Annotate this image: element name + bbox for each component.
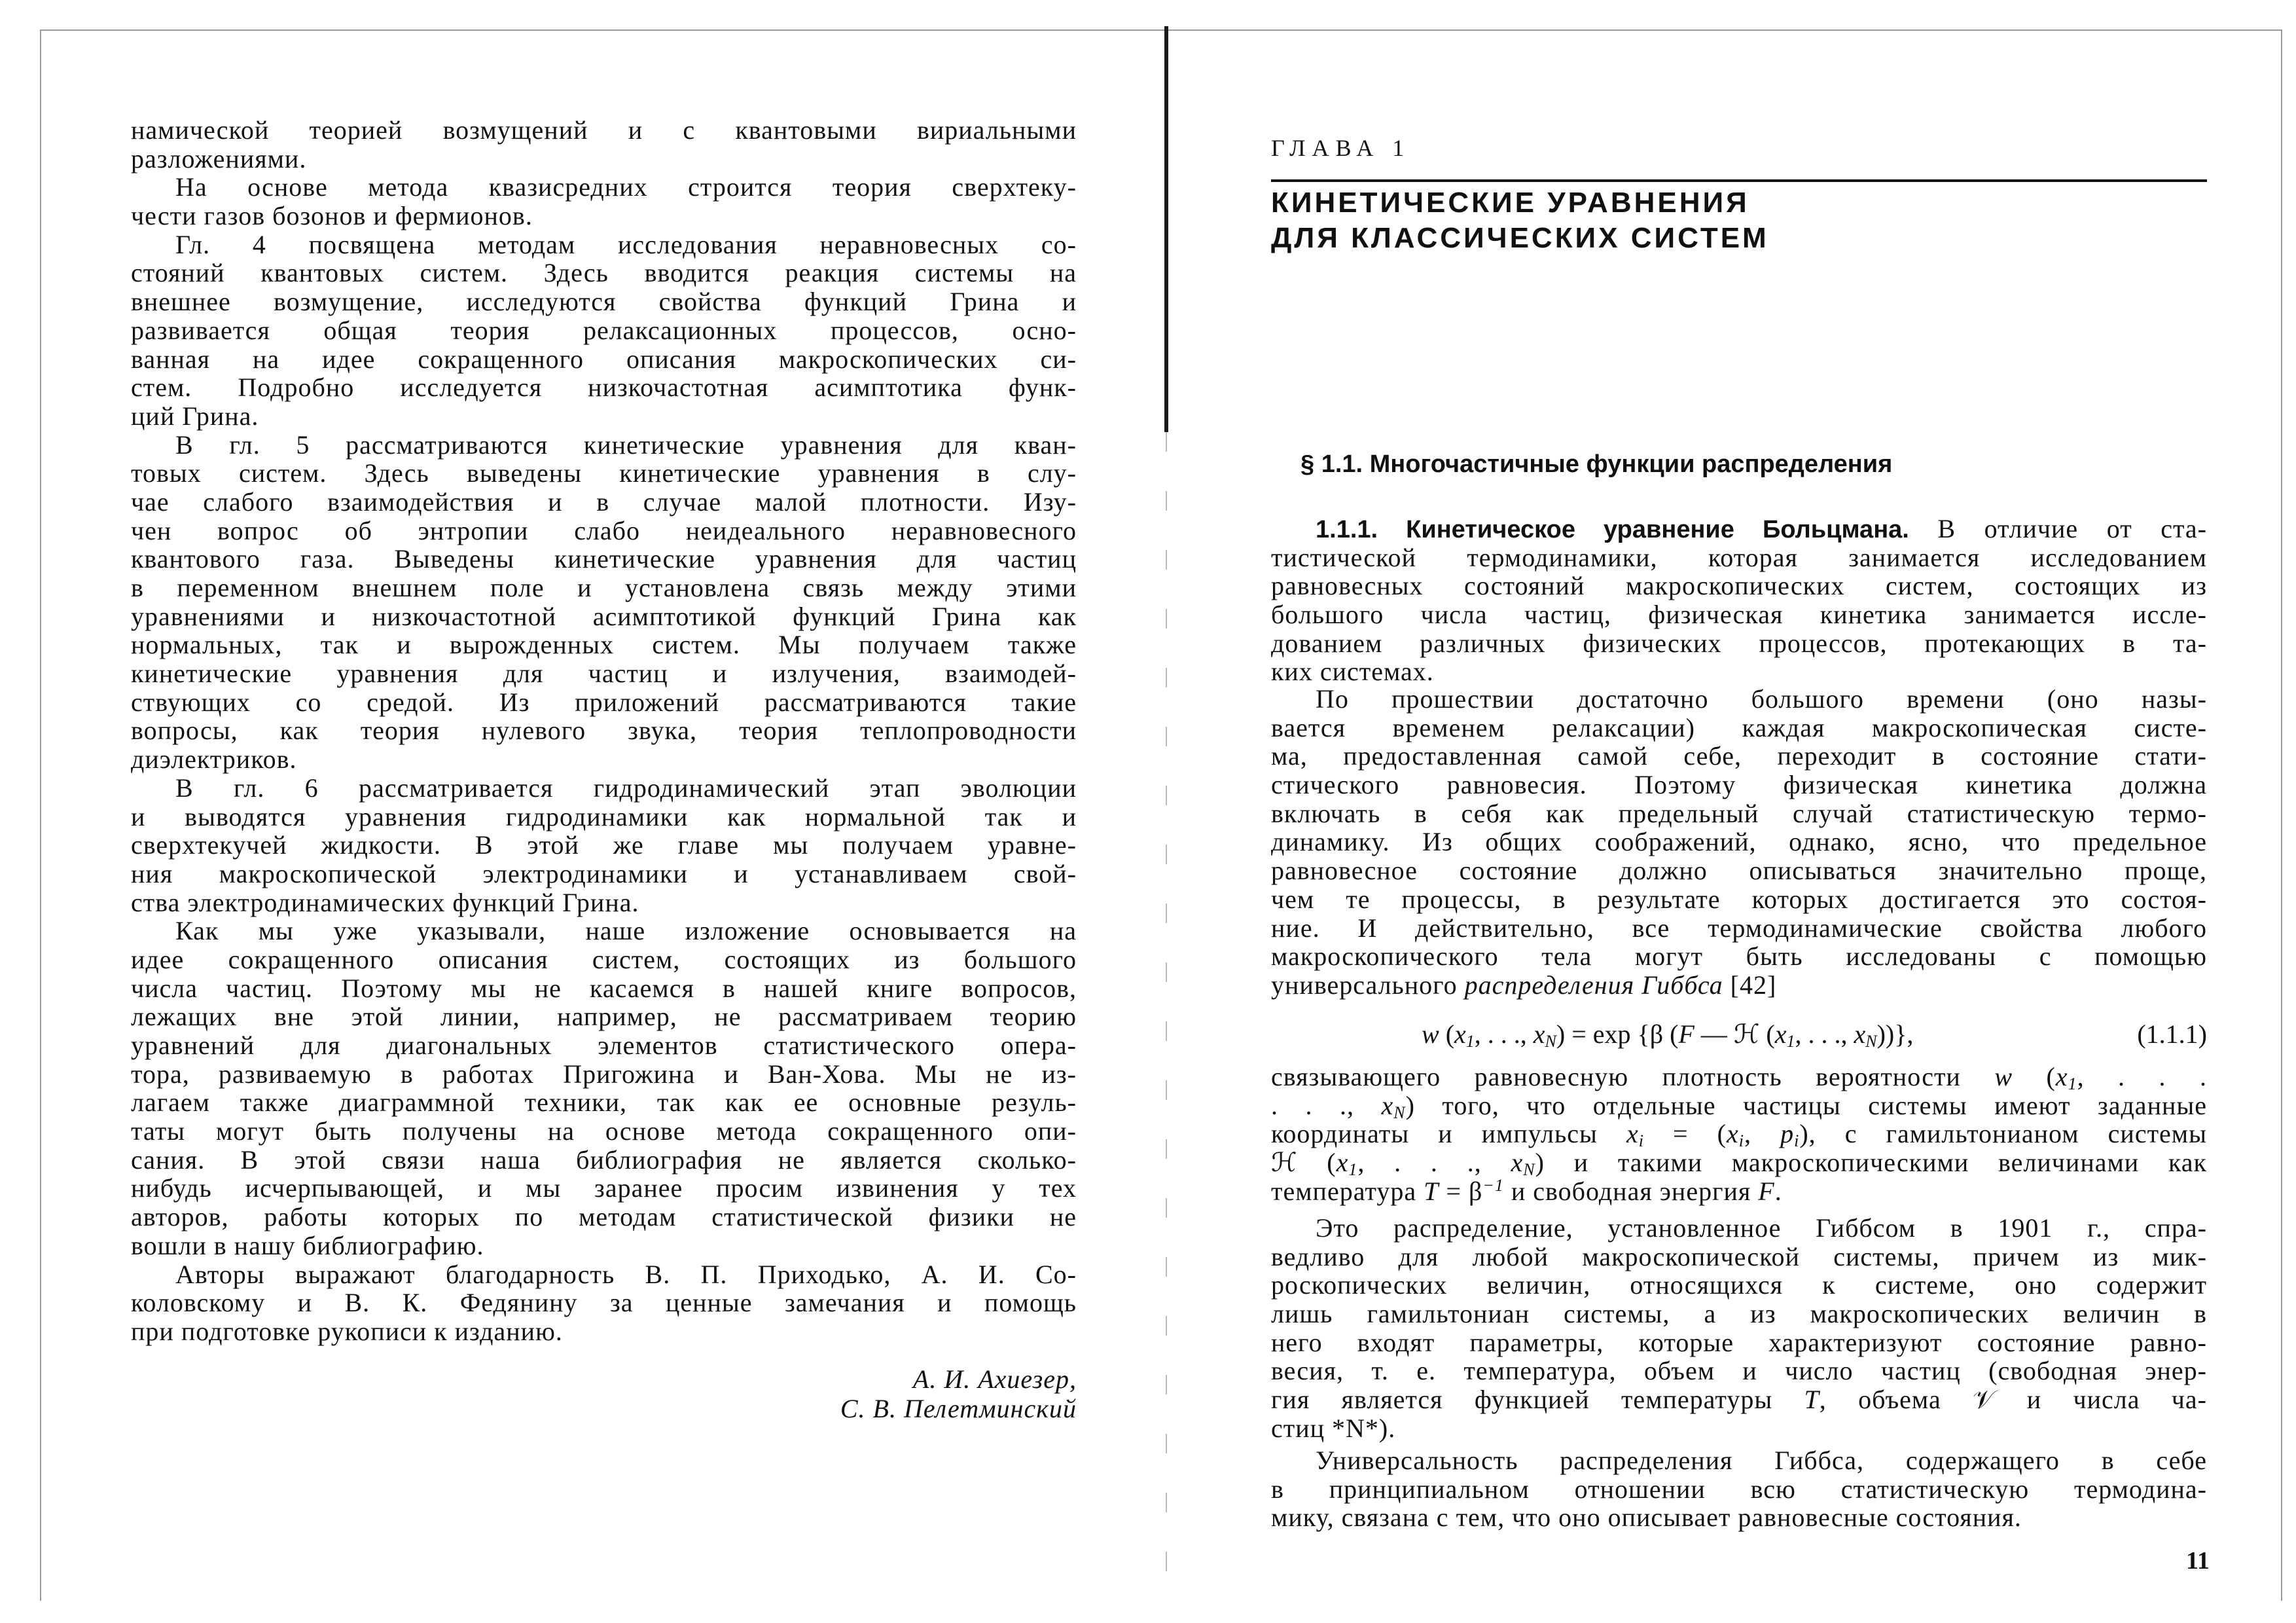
text-line: коловскому и В. К. Федянину за ценные замечания и помощь	[131, 1288, 1077, 1318]
text-line: в принципиальном отношении всю статистическую термодина-	[1271, 1474, 2207, 1504]
text-line	[1271, 515, 2207, 543]
text-line: тистической термодинамики, которая занимается исследованием	[1271, 542, 2207, 572]
text-line: вается временем релаксации) каждая макроскопическая систе-	[1271, 712, 2207, 742]
text-line: универсального распределения Гиббса [42]	[1271, 970, 1777, 1000]
text-line: таты могут быть получены на основе метода сокращенного опи-	[131, 1116, 1077, 1146]
chapter-title	[1271, 185, 1769, 256]
paragraph-density	[1271, 1063, 2207, 1205]
text-line: дованием различных физических процессов, протекающих в та-	[1271, 628, 2207, 658]
text-line: нормальных, так и вырожденных систем. Мы получаем также	[131, 630, 1077, 660]
paragraph	[131, 431, 1077, 774]
signature-author-2: С. В. Пелетминский	[840, 1394, 1077, 1423]
text-line: чен вопрос об энтропии слабо неидеального неравновесного	[131, 515, 1077, 545]
text-line: тора, развиваемую в работах Пригожина и Ван-Хова. Мы не из-	[131, 1059, 1077, 1089]
text-line: авторов, работы которых по методам статистической физики не	[131, 1202, 1077, 1232]
paragraph-universality	[1271, 1446, 2207, 1532]
paragraph	[131, 917, 1077, 1260]
text-line: ведливо для любой макроскопической системы, причем из мик-	[1271, 1241, 2207, 1271]
text-line: температура $T = \beta^{-1}$ и свободная энергия F.	[1271, 1175, 1782, 1206]
paragraph-gibbs-1901	[1271, 1214, 2207, 1443]
text-line: нибудь исчерпывающей, и мы заранее просим извинения у тех	[131, 1173, 1077, 1203]
text-line: уравнений для диагональных элементов статистического опера-	[131, 1030, 1077, 1060]
text-line: ства электродинамических функций Грина.	[131, 887, 639, 917]
book-spine-shadow	[1166, 432, 1167, 1597]
text-line: сверхтекучей жидкости. В этой же главе мы получаем уравне-	[131, 830, 1077, 860]
chapter-rule	[1271, 179, 2207, 182]
section-title: § 1.1. Многочастичные функции распределения	[1300, 450, 1893, 478]
text-line: ванная на идее сокращенного описания макроскопических си-	[131, 344, 1077, 374]
text-line: чем те процессы, в результате которых достигается это состоя-	[1271, 884, 2207, 914]
chapter-title-line-2: ДЛЯ КЛАССИЧЕСКИХ СИСТЕМ	[1271, 222, 1769, 254]
text-line: вошли в нашу библиографию.	[131, 1230, 484, 1260]
paragraph	[131, 230, 1077, 431]
text-line: ций Грина.	[131, 401, 259, 431]
paragraph	[131, 173, 1077, 230]
text-line: включать в себя как предельный случай статистическую термо-	[1271, 798, 2207, 828]
text-line: внешнее возмущение, исследуются свойства функций Грина и	[131, 287, 1077, 317]
text-line: кинетические уравнения для частиц и излучения, взаимодей-	[131, 659, 1077, 689]
text-line: идее сокращенного описания систем, состоящих из большого	[131, 944, 1077, 974]
text-line: В гл. 5 рассматриваются кинетические уравнения для кван-	[175, 429, 1077, 460]
text-line: разложениями.	[131, 143, 307, 173]
paragraph-boltzmann	[1271, 515, 2207, 686]
text-line: него входят параметры, которые характеризуют состояние равно-	[1271, 1327, 2207, 1357]
text-line: мику, связана с тем, что оно описывает равновесные состояния.	[1271, 1503, 2022, 1533]
text-line: при подготовке рукописи к изданию.	[131, 1316, 563, 1346]
subsection-title: 1.1.1. Кинетическое уравнение Больцмана.	[1316, 516, 1909, 543]
text-line: Авторы выражают благодарность В. П. Приходько, А. И. Со-	[175, 1259, 1077, 1289]
text-run: В отличие от ста-	[1909, 514, 2207, 543]
right-page-right-edge	[2281, 29, 2282, 1601]
text-line: товых систем. Здесь выведены кинетические уравнения в слу-	[131, 458, 1077, 488]
text-line: Универсальность распределения Гиббса, содержащего в себе	[1316, 1446, 2207, 1475]
text-line: и выводятся уравнения гидродинамики как нормальной так и	[131, 801, 1077, 831]
text-line: чести газов бозонов и фермионов.	[131, 201, 533, 231]
formula-expression: w ($x_1$, . . ., $x_N) = \exp \{\beta$ (F — ℋ ($x_1$, . . ., $x_N$))},	[1422, 1019, 1914, 1051]
left-page-text	[131, 116, 1077, 1346]
text-line: лишь гамильтониан системы, а из макроскопических величин в	[1271, 1299, 2207, 1329]
left-page-left-edge	[40, 29, 41, 1601]
paragraph	[131, 774, 1077, 917]
text-line: равновесное состояние должно описываться значительно проще,	[1271, 856, 2207, 886]
text-line: лагаем также диаграммной техники, так как ее основные резуль-	[131, 1087, 1077, 1118]
text-line: Это распределение, установленное Гиббсом в 1901 г., спра-	[1316, 1213, 2207, 1243]
signature-author-1: А. И. Ахиезер,	[912, 1364, 1077, 1394]
text-line: ких системах.	[1271, 657, 1434, 687]
text-line: роскопических величин, относящихся к системе, оно содержит	[1271, 1270, 2207, 1300]
paragraph	[131, 1260, 1077, 1346]
text-line: вопросы, как теория нулевого звука, теория теплопроводности	[131, 716, 1077, 746]
text-line: ℋ ($x_1$, . . ., $x_N$) и такими макроскопическими величинами как	[1271, 1148, 2207, 1180]
text-line: ствующих со средой. Из приложений рассматриваются такие	[131, 687, 1077, 717]
text-line: На основе метода квазисредних строится теория сверхтеку-	[175, 172, 1077, 202]
text-line: связывающего равновесную плотность вероятности w ($x_1$, . . .	[1271, 1062, 2207, 1093]
text-line: уравнениями и низкочастотной асимптотикой функций Грина как	[131, 601, 1077, 631]
right-page-top-edge	[1168, 29, 2281, 31]
text-line: стем. Подробно исследуется низкочастотная асимптотика функ-	[131, 373, 1077, 403]
text-line: Гл. 4 посвящена методам исследования неравновесных со-	[175, 229, 1077, 259]
chapter-label: ГЛАВА 1	[1271, 135, 1411, 161]
text-line: квантового газа. Выведены кинетические уравнения для частиц	[131, 544, 1077, 574]
text-line: . . ., $x_N$) того, что отдельные частицы системы имеют заданные	[1271, 1090, 2208, 1122]
text-line: равновесных состояний макроскопических систем, состоящих из	[1271, 571, 2207, 601]
page-number: 11	[2186, 1547, 2210, 1575]
text-line: числа частиц. Поэтому мы не касаемся в нашей книге вопросов,	[131, 973, 1077, 1003]
text-line: В гл. 6 рассматривается гидродинамический этап эволюции	[175, 773, 1077, 803]
text-line: По прошествии достаточно большого времени (оно назы-	[1316, 684, 2207, 714]
text-line: стиц *N*).	[1271, 1413, 1396, 1443]
text-line: координаты и импульсы $x_i = (x_i$, $p_i$), с гамильтонианом системы	[1271, 1119, 2207, 1151]
text-line: в переменном внешнем поле и установлена связь между этими	[131, 573, 1077, 602]
formula-number: (1.1.1)	[2137, 1019, 2207, 1049]
text-line: весия, т. е. температура, объем и число частиц (свободная энер-	[1271, 1356, 2207, 1386]
paragraph	[131, 116, 1077, 173]
text-line: ние. И действительно, все термодинамические свойства любого	[1271, 913, 2207, 943]
text-line: большого числа частиц, физическая кинетика занимается иссле-	[1271, 600, 2207, 630]
text-line: макроскопического тела могут быть исследованы с помощью	[1271, 941, 2207, 972]
text-line: гия является функцией температуры T, объема 𝒱 и числа ча-	[1271, 1385, 2207, 1415]
chapter-title-line-1: КИНЕТИЧЕСКИЕ УРАВНЕНИЯ	[1271, 187, 1749, 219]
text-line: намической теорией возмущений и с квантовыми вириальными	[131, 115, 1077, 145]
text-line: динамику. Из общих соображений, однако, ясно, что предельное	[1271, 827, 2207, 857]
gibbs-formula	[1271, 1020, 2207, 1049]
text-line: ма, предоставленная самой себе, переходит в состояние стати-	[1271, 741, 2207, 771]
text-line: стического равновесия. Поэтому физическая кинетика должна	[1271, 770, 2207, 800]
text-line: лежащих вне этой линии, например, не рассматриваем теорию	[131, 1002, 1077, 1032]
text-line: ния макроскопической электродинамики и устанавливаем свой-	[131, 858, 1077, 888]
text-line: чае слабого взаимодействия и в случае малой плотности. Изу-	[131, 486, 1077, 517]
text-line: стояний квантовых систем. Здесь вводится реакция системы на	[131, 258, 1077, 288]
text-line: сания. В этой связи наша библиография не является сколько-	[131, 1144, 1077, 1175]
text-line: Как мы уже указывали, наше изложение основывается на	[175, 916, 1077, 946]
paragraph-relaxation	[1271, 685, 2207, 1000]
book-spine	[1164, 26, 1168, 432]
text-line: развивается общая теория релаксационных процессов, осно-	[131, 315, 1077, 345]
text-line: диэлектриков.	[131, 744, 297, 775]
left-page-top-edge	[40, 29, 1166, 31]
